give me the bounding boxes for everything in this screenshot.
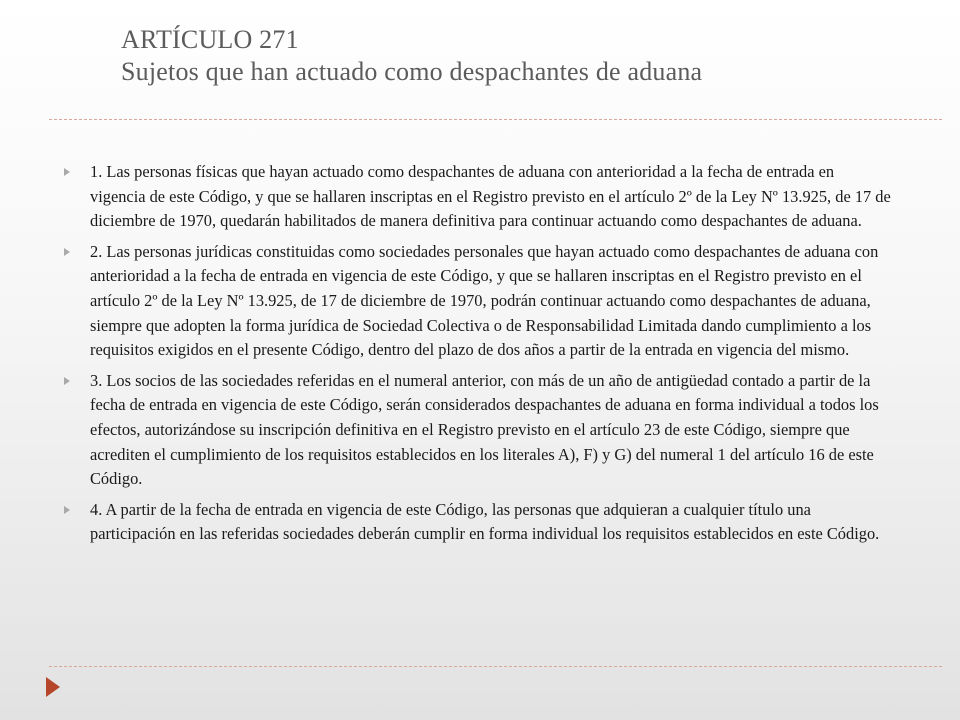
title-subtitle: Sujetos que han actuado como despachantes de aduana bbox=[121, 57, 703, 86]
bullet-arrow-icon bbox=[64, 168, 70, 176]
bullet-arrow-icon bbox=[64, 377, 70, 385]
bullet-list bbox=[62, 160, 892, 553]
bullet-item-1 bbox=[62, 160, 892, 234]
bullet-text: 3. Los socios de las sociedades referidas en el numeral anterior, con más de un año de antigüedad contado a partir de la fecha de entrada en vigencia de este Código, serán considerados despachantes de aduana en forma individual a todos los efectos, autorizándose su inscripción definitiva en el Registro previsto en el artículo 23 de este Código, siempre que acrediten el cumplimiento de los requisitos establecidos en los literales A), F) y G) del numeral 1 del artículo 16 de este Código. bbox=[90, 370, 879, 489]
bullet-arrow-icon bbox=[64, 248, 70, 256]
bullet-text: 1. Las personas físicas que hayan actuado como despachantes de aduana con anterioridad a la fecha de entrada en vigencia de este Código, y que se hallaren inscriptas en el Registro previsto en el artículo 2º de la Ley Nº 13.925, de 17 de diciembre de 1970, quedarán habilitados de manera definitiva para continuar actuando como despachantes de aduana. bbox=[90, 162, 891, 231]
bullet-arrow-icon bbox=[64, 506, 70, 514]
bullet-text: 2. Las personas jurídicas constituidas como sociedades personales que hayan actuado como despachantes de aduana con anterioridad a la fecha de entrada en vigencia de este Código, y que se hallaren inscriptas en el Registro previsto en el artículo 2º de la Ley Nº 13.925, de 17 de diciembre de 1970, podrán continuar actuando como despachantes de aduana, siempre que adopten la forma jurídica de Sociedad Colectiva o de Responsabilidad Limitada dando cumplimiento a los requisitos exigidos en el presente Código, dentro del plazo de dos años a partir de la entrada en vigencia del mismo. bbox=[90, 241, 879, 360]
bullet-item-4 bbox=[62, 498, 892, 547]
title-article-number: ARTÍCULO 271 bbox=[121, 25, 299, 54]
bullet-text: 4. A partir de la fecha de entrada en vigencia de este Código, las personas que adquieran a cualquier título una participación en las referidas sociedades deberán cumplir en forma individual los requisitos establecidos en este Código. bbox=[90, 499, 880, 544]
bullet-item-3 bbox=[62, 369, 892, 492]
bullet-item-2 bbox=[62, 240, 892, 363]
next-slide-arrow-icon[interactable] bbox=[46, 677, 60, 697]
bottom-divider bbox=[49, 666, 942, 667]
top-divider bbox=[49, 119, 942, 120]
slide-title bbox=[121, 24, 921, 88]
